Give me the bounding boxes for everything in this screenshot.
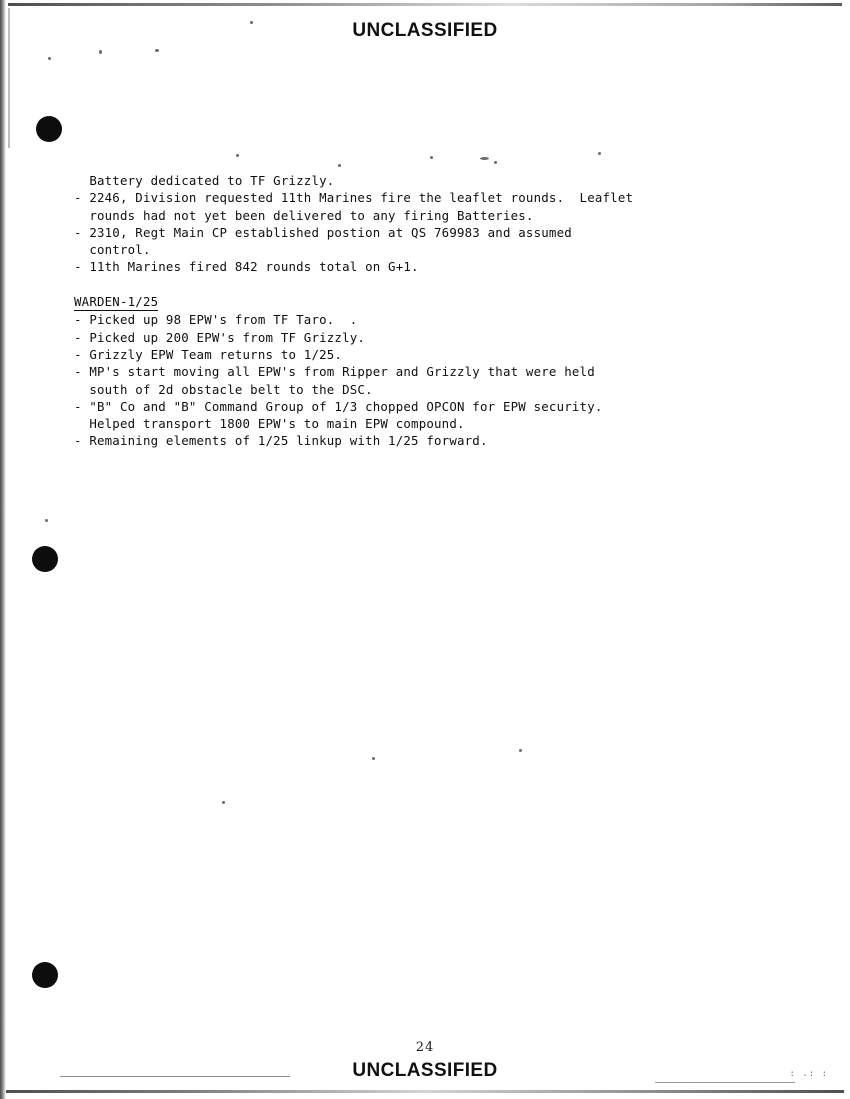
- body-line: - 2246, Division requested 11th Marines fire the leaflet rounds. Leaflet: [74, 190, 634, 206]
- page-number: 24: [415, 1040, 435, 1055]
- scan-artifact-dots: : .: :: [789, 1069, 828, 1079]
- scan-speck: [494, 161, 497, 164]
- scan-edge-top: [8, 3, 842, 6]
- section-heading-text: WARDEN-1/25: [74, 293, 158, 311]
- body-line: - 11th Marines fired 842 rounds total on G+1.: [74, 259, 419, 275]
- hole-punch-mark: [32, 546, 58, 572]
- document-body: [74, 172, 819, 450]
- body-line: south of 2d obstacle belt to the DSC.: [74, 381, 373, 397]
- hole-punch-mark: [36, 116, 62, 142]
- scan-speck: [155, 49, 159, 52]
- scan-edge-bottom: [6, 1090, 844, 1093]
- scan-speck: [519, 749, 522, 752]
- body-line: - Grizzly EPW Team returns to 1/25.: [74, 346, 343, 362]
- scan-speck: [250, 21, 253, 24]
- scan-speck: [222, 801, 225, 804]
- body-line: - Remaining elements of 1/25 linkup with 1/25 forward.: [74, 433, 488, 449]
- hole-punch-mark: [32, 962, 58, 988]
- scan-speck: [598, 152, 601, 155]
- body-line: Helped transport 1800 EPW's to main EPW compound.: [74, 416, 465, 432]
- body-line: - Picked up 98 EPW's from TF Taro. .: [74, 312, 358, 328]
- body-line: control.: [74, 242, 151, 258]
- scan-speck: [430, 156, 433, 159]
- scan-edge-left: [0, 0, 6, 1099]
- body-line: Battery dedicated to TF Grizzly.: [74, 173, 335, 188]
- body-line: - "B" Co and "B" Command Group of 1/3 chopped OPCON for EPW security.: [74, 398, 603, 414]
- section-heading: [74, 293, 819, 311]
- scan-speck: [338, 164, 341, 167]
- scan-speck: [480, 157, 489, 160]
- scan-speck: [236, 154, 239, 157]
- body-line: - MP's start moving all EPW's from Ripper and Grizzly that were held: [74, 364, 595, 380]
- classification-banner-bottom: UNCLASSIFIED: [352, 1060, 498, 1081]
- scan-speck: [372, 757, 375, 760]
- body-line: - 2310, Regt Main CP established postion at QS 769983 and assumed: [74, 224, 572, 240]
- body-line: - Picked up 200 EPW's from TF Grizzly.: [74, 329, 366, 345]
- scan-speck: [99, 50, 102, 54]
- scan-speck: [45, 519, 48, 522]
- body-blank-line: [74, 276, 819, 293]
- classification-banner-top: UNCLASSIFIED: [352, 20, 498, 41]
- body-line: rounds had not yet been delivered to any firing Batteries.: [74, 207, 534, 223]
- scan-speck: [48, 57, 51, 60]
- scan-artifact-line-right: [655, 1082, 795, 1083]
